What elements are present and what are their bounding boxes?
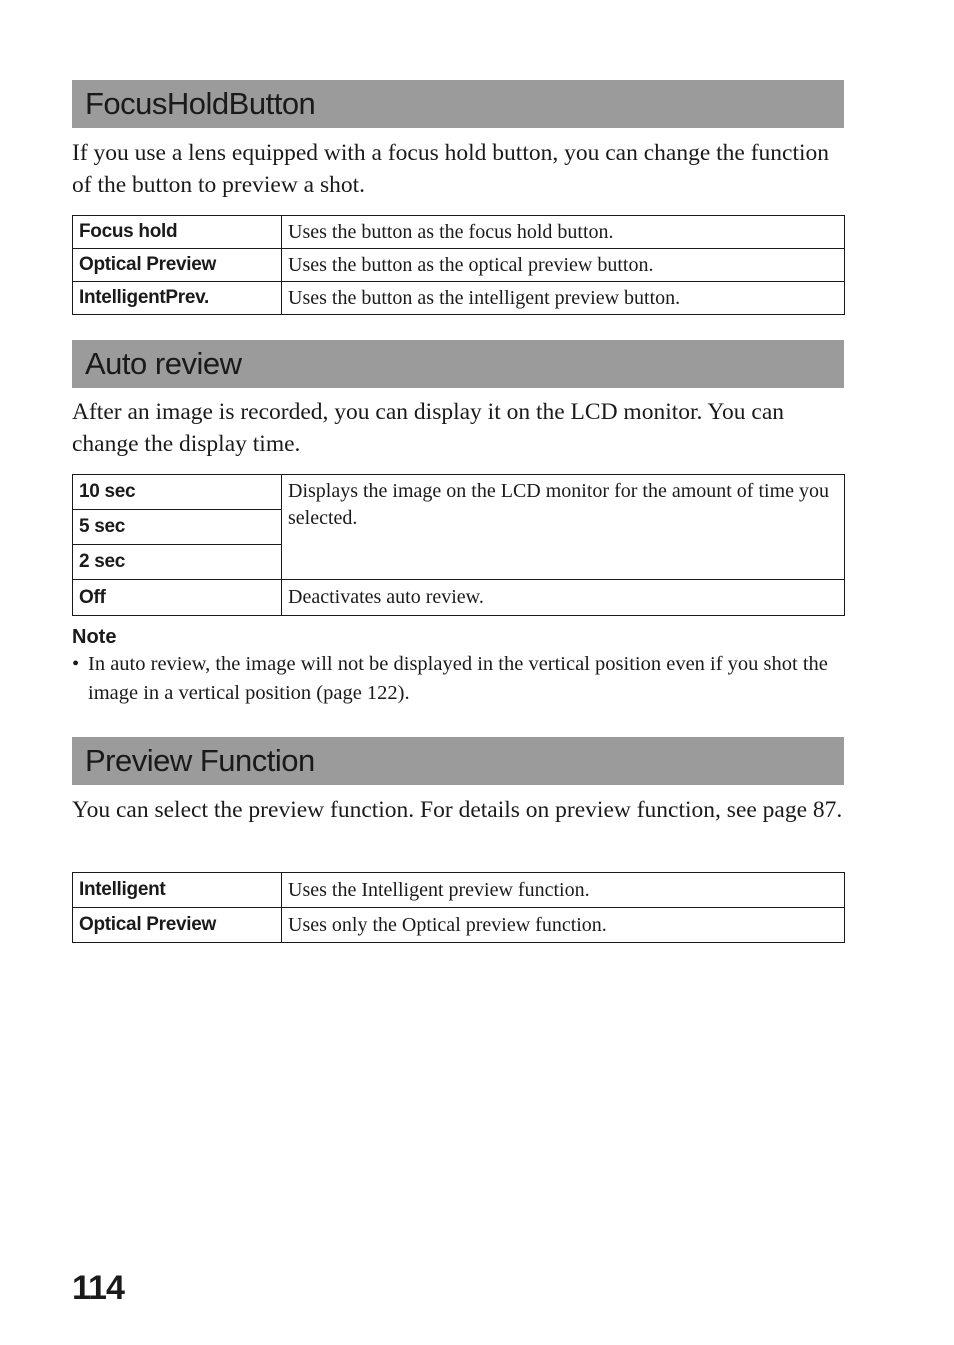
section-title-focus-hold-button: FocusHoldButton: [72, 80, 844, 128]
section-title-auto-review: Auto review: [72, 340, 844, 388]
auto-review-intro: After an image is recorded, you can display it on the LCD monitor. You can change the display time.: [72, 399, 785, 457]
option-key: 5 sec: [73, 510, 282, 545]
auto-review-options-table: [72, 474, 845, 616]
section-title-preview-function: Preview Function: [72, 737, 844, 785]
option-description: Displays the image on the LCD monitor for the amount of time you selected.: [282, 475, 845, 580]
option-key: 2 sec: [73, 545, 282, 580]
table-row: [73, 873, 845, 908]
option-description: Uses the button as the focus hold button.: [282, 216, 845, 249]
option-key: Optical Preview: [73, 908, 282, 943]
preview-function-intro: You can select the preview function. For details on preview function, see page 87.: [72, 797, 843, 823]
table-row: [73, 475, 845, 510]
option-description: Uses only the Optical preview function.: [282, 908, 845, 943]
option-key: 10 sec: [73, 475, 282, 510]
note-title: Note: [72, 626, 117, 648]
focus-hold-options-table: [72, 215, 845, 315]
table-row: [73, 282, 845, 315]
option-key: IntelligentPrev.: [73, 282, 282, 315]
focus-hold-intro: If you use a lens equipped with a focus hold button, you can change the function of the button to preview a shot.: [72, 140, 830, 198]
table-row: [73, 216, 845, 249]
option-description: Uses the button as the intelligent preview button.: [282, 282, 845, 315]
option-key: Focus hold: [73, 216, 282, 249]
note-item: [72, 650, 844, 708]
option-description: Uses the button as the optical preview button.: [282, 249, 845, 282]
option-key: Off: [73, 580, 282, 616]
option-description: Uses the Intelligent preview function.: [282, 873, 845, 908]
note-text: In auto review, the image will not be displayed in the vertical position even if you shot the image in a vertical position (page 122).: [88, 653, 828, 704]
page-number: 114: [72, 1269, 124, 1307]
option-key: Optical Preview: [73, 249, 282, 282]
table-row: [73, 908, 845, 943]
table-row: [73, 249, 845, 282]
option-key: Intelligent: [73, 873, 282, 908]
option-description: Deactivates auto review.: [282, 580, 845, 616]
table-row: [73, 580, 845, 616]
preview-function-options-table: [72, 872, 845, 943]
bullet-icon: •: [72, 653, 80, 675]
